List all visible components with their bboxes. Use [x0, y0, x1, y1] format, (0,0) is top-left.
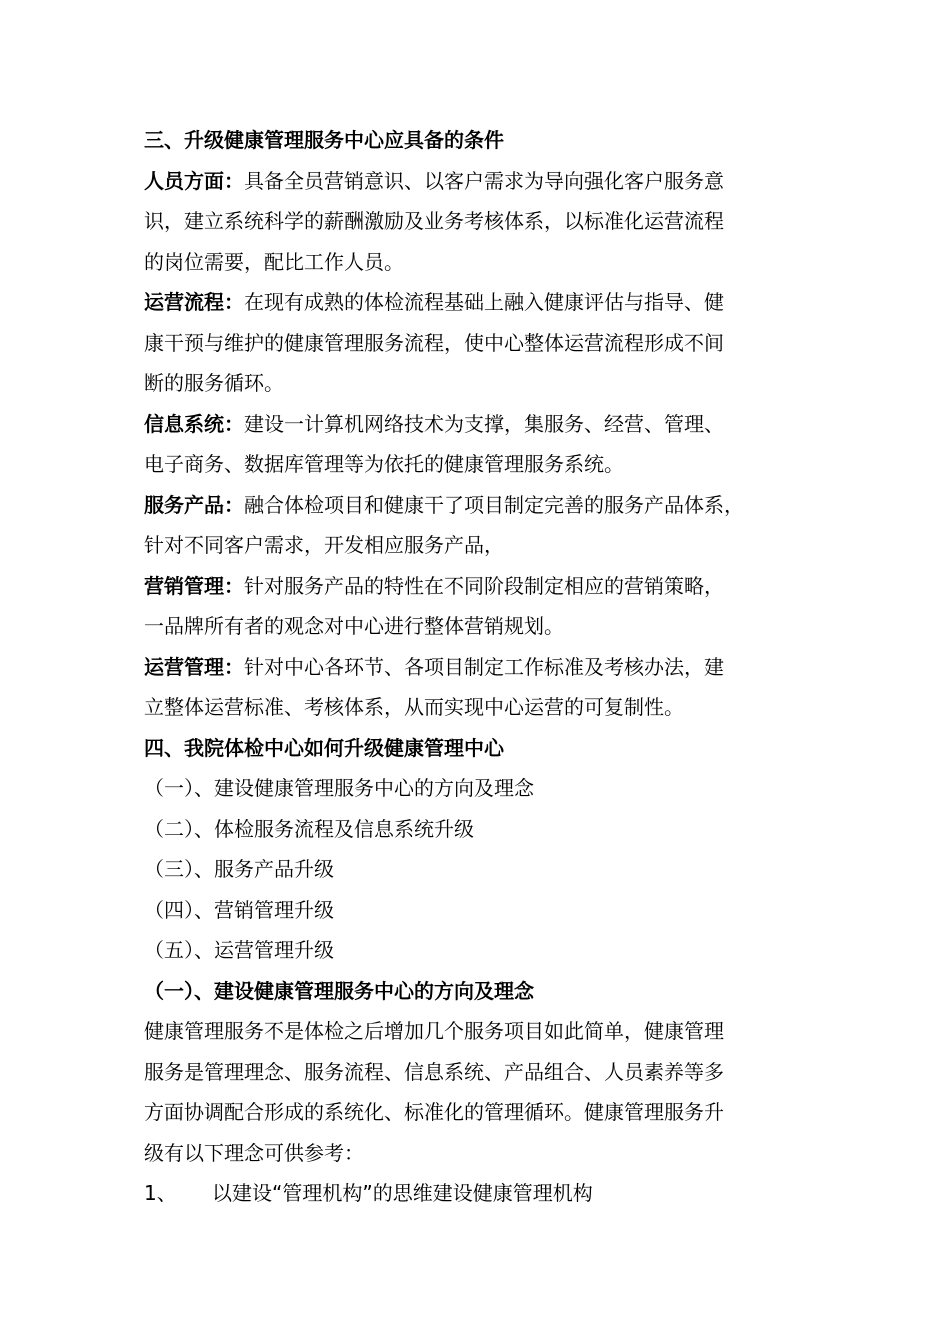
- text-line: 具备全员营销意识、以客户需求为导向强化客户服务意: [244, 168, 724, 193]
- text-line: 健康管理服务不是体检之后增加几个服务项目如此简单，健康管理: [144, 1019, 724, 1043]
- body-paragraph: [144, 1011, 844, 1173]
- list-item: （一）、建设健康管理服务中心的方向及理念: [144, 776, 534, 800]
- numbered-item-1: [144, 1173, 844, 1214]
- text-line: 级有以下理念可供参考：: [144, 1140, 364, 1165]
- text-line: 断的服务循环。: [144, 371, 284, 395]
- outline-list: [144, 768, 844, 971]
- text-line: 电子商务、数据库管理等为依托的健康管理服务系统。: [144, 452, 624, 476]
- paragraph-operations-flow: [144, 282, 844, 404]
- item-text: 以建设“管理机构”的思维建设健康管理机构: [212, 1181, 593, 1205]
- paragraph-ops-management: [144, 647, 844, 728]
- text-line: 的岗位需要，配比工作人员。: [144, 249, 404, 274]
- lead-marketing: 营销管理：: [144, 573, 244, 598]
- subsection-heading-1: （一）、建设健康管理服务中心的方向及理念: [144, 978, 534, 1003]
- document-page: [144, 120, 844, 1214]
- lead-personnel: 人员方面：: [144, 168, 244, 193]
- list-item: （四）、营销管理升级: [144, 897, 334, 922]
- lead-operations-flow: 运营流程：: [144, 290, 244, 314]
- text-line: 融合体检项目和健康干了项目制定完善的服务产品体系，: [244, 492, 744, 517]
- text-line: 针对不同客户需求，开发相应服务产品，: [144, 533, 504, 557]
- text-line: 针对中心各环节、各项目制定工作标准及考核办法，建: [244, 654, 724, 679]
- text-line: 建设一计算机网络技术为支撑，集服务、经营、管理、: [244, 411, 724, 436]
- paragraph-marketing: [144, 566, 844, 647]
- text-line: 方面协调配合形成的系统化、标准化的管理循环。健康管理服务升: [144, 1100, 724, 1124]
- section-heading-4: 四、我院体检中心如何升级健康管理中心: [144, 735, 504, 760]
- lead-info-system: 信息系统：: [144, 411, 244, 436]
- text-line: 康干预与维护的健康管理服务流程，使中心整体运营流程形成不间: [144, 330, 724, 355]
- section-heading-3: 三、升级健康管理服务中心应具备的条件: [144, 128, 504, 152]
- paragraph-service-products: [144, 485, 844, 566]
- text-line: 立整体运营标准、考核体系，从而实现中心运营的可复制性。: [144, 695, 684, 719]
- lead-service-products: 服务产品：: [144, 492, 244, 517]
- list-item: （二）、体检服务流程及信息系统升级: [144, 816, 474, 841]
- text-line: 针对服务产品的特性在不同阶段制定相应的营销策略，: [244, 573, 724, 598]
- list-item: （五）、运营管理升级: [144, 938, 334, 962]
- text-line: 服务是管理理念、服务流程、信息系统、产品组合、人员素养等多: [144, 1059, 724, 1084]
- paragraph-info-system: [144, 404, 844, 485]
- list-item: （三）、服务产品升级: [144, 857, 334, 881]
- lead-ops-management: 运营管理：: [144, 654, 244, 679]
- text-line: 识，建立系统科学的薪酬激励及业务考核体系，以标准化运营流程: [144, 209, 724, 233]
- text-line: 在现有成熟的体检流程基础上融入健康评估与指导、健: [244, 290, 724, 314]
- text-line: 一品牌所有者的观念对中心进行整体营销规划。: [144, 614, 564, 638]
- item-number: 1、: [144, 1181, 177, 1205]
- paragraph-personnel: [144, 161, 844, 283]
